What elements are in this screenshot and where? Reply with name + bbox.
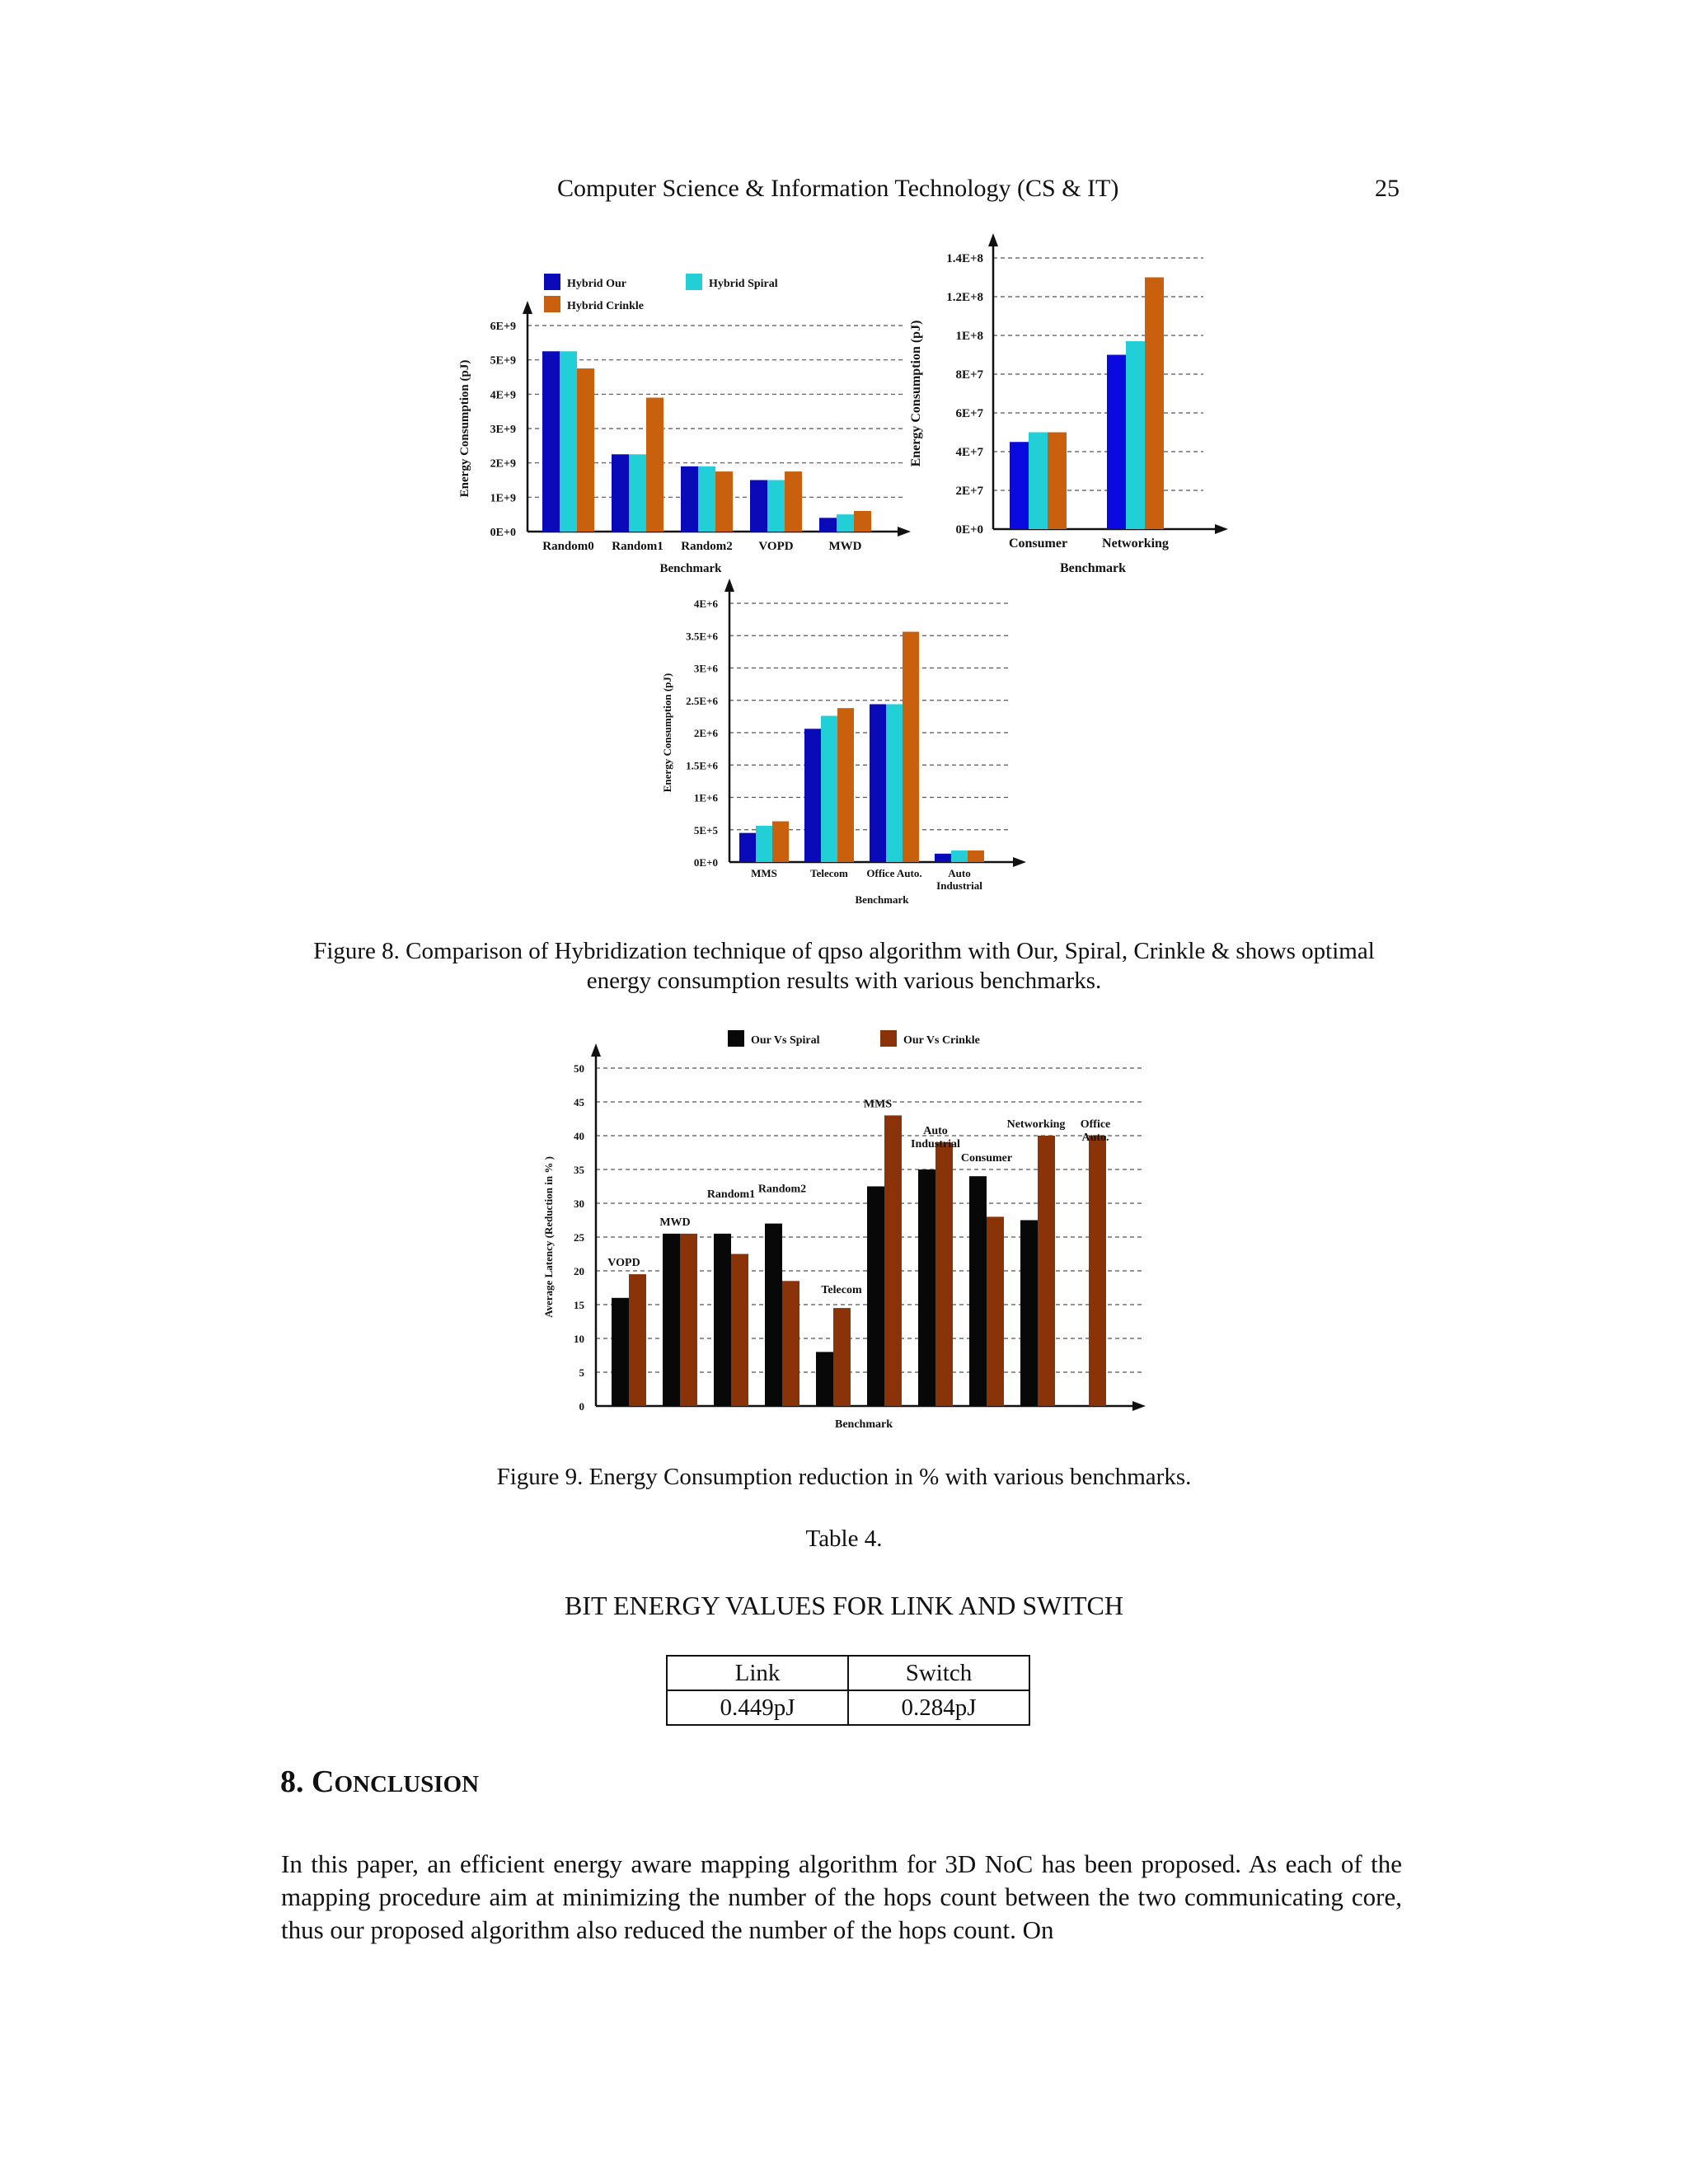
x-axis-label: Benchmark	[835, 1418, 893, 1431]
x-axis-arrow	[1013, 857, 1026, 867]
y-tick-label: 5	[579, 1366, 584, 1379]
page-number: 25	[1375, 175, 1400, 202]
y-tick-label: 6E+7	[955, 407, 983, 420]
bar	[1089, 1136, 1106, 1406]
x-axis-label: Benchmark	[855, 893, 909, 906]
bar	[714, 1234, 731, 1406]
category-label: Office	[1080, 1118, 1111, 1131]
chart-energy-consumer-networking	[890, 223, 1236, 585]
bar	[837, 514, 854, 532]
bar	[816, 1352, 833, 1406]
x-tick-label: Industrial	[936, 879, 982, 892]
bar	[739, 833, 756, 862]
bar	[935, 1142, 953, 1406]
bar	[629, 454, 646, 532]
bar	[987, 1216, 1004, 1406]
x-tick-label: MMS	[751, 867, 777, 879]
y-tick-label: 15	[574, 1299, 584, 1311]
bar	[886, 704, 903, 862]
y-tick-label: 40	[574, 1130, 584, 1142]
y-axis-label: Energy Consumption (pJ)	[458, 359, 471, 498]
legend-label: Hybrid Spiral	[709, 278, 778, 290]
table-cell: 0.284pJ	[848, 1690, 1029, 1725]
bar	[680, 1234, 697, 1406]
table-cell: 0.449pJ	[667, 1690, 848, 1725]
y-tick-label: 35	[574, 1164, 584, 1176]
bar	[698, 466, 715, 532]
bar	[1038, 1136, 1055, 1406]
legend-swatch	[728, 1030, 744, 1047]
legend-label: Our Vs Spiral	[751, 1034, 820, 1047]
bar	[870, 704, 886, 862]
bar	[612, 1298, 629, 1406]
category-label: Networking	[1006, 1118, 1066, 1131]
y-tick-label: 2E+7	[955, 485, 983, 498]
y-tick-label: 0	[579, 1400, 584, 1413]
bar	[542, 351, 560, 532]
x-tick-label: VOPD	[758, 540, 794, 553]
y-tick-label: 2E+6	[693, 727, 718, 739]
bar	[1029, 433, 1048, 530]
y-tick-label: 4E+7	[955, 446, 983, 459]
section-title-rest: ONCLUSION	[334, 1771, 480, 1797]
bar	[837, 708, 854, 862]
bar	[833, 1308, 851, 1406]
y-axis-arrow	[523, 301, 532, 314]
bar	[1020, 1221, 1038, 1407]
x-tick-label: MWD	[828, 540, 862, 553]
y-tick-label: 5E+9	[490, 354, 516, 368]
bar	[819, 518, 837, 532]
bar	[765, 1224, 782, 1406]
bar	[854, 511, 871, 532]
bar	[767, 480, 785, 532]
legend-label: Hybrid Crinkle	[567, 300, 644, 312]
bar	[1010, 442, 1029, 529]
y-axis-arrow	[591, 1043, 601, 1057]
category-label: MWD	[659, 1216, 691, 1229]
bar	[715, 471, 733, 532]
bar	[969, 1176, 987, 1406]
legend-swatch	[544, 296, 560, 312]
legend-swatch	[686, 274, 702, 290]
y-tick-label: 3.5E+6	[686, 630, 718, 643]
bar	[918, 1169, 935, 1406]
y-tick-label: 2.5E+6	[686, 694, 718, 707]
bar	[935, 854, 951, 862]
bar	[750, 480, 767, 532]
y-tick-label: 3E+9	[490, 424, 516, 436]
y-tick-label: 3E+6	[693, 662, 718, 675]
bar	[804, 729, 821, 862]
y-tick-label: 1E+8	[955, 330, 983, 343]
y-tick-label: 45	[574, 1096, 584, 1108]
category-label: Auto	[923, 1125, 948, 1138]
y-tick-label: 1.5E+6	[686, 759, 718, 772]
bar	[968, 851, 984, 862]
y-axis-arrow	[988, 233, 998, 246]
bar	[1048, 433, 1067, 530]
figure8-caption: Figure 8. Comparison of Hybridization technique of qpso algorithm with Our, Spiral, Crinkle & shows optimal energy consumption results with various benchmarks.	[313, 938, 1375, 994]
bar	[577, 368, 594, 532]
y-tick-label: 4E+9	[490, 389, 516, 402]
y-tick-label: 5E+5	[693, 823, 718, 837]
table-title: BIT ENERGY VALUES FOR LINK AND SWITCH	[565, 1591, 1123, 1620]
x-tick-label: Random2	[681, 540, 733, 553]
y-tick-label: 10	[574, 1333, 584, 1345]
category-label: VOPD	[607, 1257, 640, 1270]
y-axis-label: Energy Consumption (pJ)	[661, 673, 673, 793]
y-axis-label: Energy Consumption (pJ)	[909, 320, 923, 467]
chart-energy-random-benchmarks	[445, 255, 915, 585]
bar	[646, 398, 663, 532]
y-tick-label: 20	[574, 1265, 584, 1277]
y-tick-label: 30	[574, 1197, 584, 1210]
legend-swatch	[544, 274, 560, 290]
y-tick-label: 0E+0	[693, 856, 718, 869]
x-axis-label: Benchmark	[659, 562, 722, 575]
chart-latency-reduction	[536, 1022, 1154, 1434]
section-number: 8.	[280, 1765, 304, 1799]
x-tick-label: Consumer	[1008, 537, 1068, 551]
conclusion-paragraph: In this paper, an efficient energy aware mapping algorithm for 3D NoC has been proposed. As each of the mapping procedure aim at minimizing the number of the hops count between the two communicating core, thus our proposed algorithm also reduced the number of the hops count. On	[281, 1849, 1402, 1944]
legend-label: Hybrid Our	[567, 278, 626, 290]
bar	[884, 1115, 902, 1406]
y-tick-label: 1.2E+8	[946, 291, 983, 304]
bar	[612, 454, 629, 532]
bar	[1107, 355, 1126, 530]
x-tick-label: Auto	[948, 867, 971, 879]
y-tick-label: 4E+6	[693, 598, 718, 610]
category-label: Random2	[757, 1183, 807, 1196]
bar	[663, 1234, 680, 1406]
y-tick-label: 1.4E+8	[946, 252, 983, 265]
bar	[1126, 341, 1145, 529]
bar	[903, 632, 919, 862]
table-header-cell: Switch	[848, 1656, 1029, 1690]
bar	[629, 1274, 646, 1406]
bar	[951, 851, 968, 862]
x-tick-label: Random1	[612, 540, 663, 553]
y-tick-label: 8E+7	[955, 368, 983, 382]
table-header-cell: Link	[667, 1656, 848, 1690]
y-tick-label: 0E+0	[955, 523, 983, 537]
figure9-caption: Figure 9. Energy Consumption reduction in % with various benchmarks.	[496, 1464, 1192, 1490]
bar	[785, 471, 802, 532]
bar	[821, 716, 837, 862]
y-tick-label: 25	[574, 1231, 584, 1244]
table-row	[667, 1690, 1029, 1725]
y-tick-label: 2E+9	[490, 457, 516, 471]
bar	[867, 1187, 884, 1407]
y-tick-label: 1E+9	[490, 492, 516, 505]
category-label: Telecom	[821, 1284, 862, 1297]
y-tick-label: 1E+6	[693, 791, 718, 804]
bar	[560, 351, 577, 532]
category-label: Random1	[706, 1188, 756, 1201]
running-header: Computer Science & Information Technology (CS & IT)	[557, 175, 1119, 202]
table-label: Table 4.	[805, 1526, 883, 1552]
x-axis-arrow	[1132, 1401, 1146, 1411]
x-tick-label: Random0	[542, 540, 594, 553]
bar	[772, 822, 789, 862]
bar	[681, 466, 698, 532]
bar	[756, 826, 772, 862]
category-label: Auto.	[1081, 1132, 1109, 1144]
bar	[782, 1281, 799, 1406]
bar	[1145, 278, 1164, 530]
x-axis-label: Benchmark	[1060, 561, 1126, 575]
y-tick-label: 50	[574, 1062, 584, 1075]
bit-energy-table	[666, 1655, 1030, 1726]
y-tick-label: 6E+9	[490, 321, 516, 333]
category-label: Industrial	[911, 1138, 960, 1151]
x-tick-label: Networking	[1102, 537, 1169, 551]
section-heading	[280, 1764, 479, 1800]
y-axis-label: Average Latency (Reduction in % )	[542, 1156, 555, 1318]
table-header-row	[667, 1656, 1029, 1690]
category-label: MMS	[863, 1098, 893, 1111]
chart-energy-mms-telecom	[651, 573, 1039, 919]
x-tick-label: Telecom	[810, 867, 848, 879]
bar	[731, 1254, 748, 1407]
section-title-initial: C	[312, 1765, 335, 1799]
y-axis-arrow	[724, 579, 734, 592]
x-axis-arrow	[1215, 524, 1228, 534]
legend-label: Our Vs Crinkle	[903, 1034, 980, 1047]
y-tick-label: 0E+0	[490, 527, 516, 539]
category-label: Consumer	[960, 1152, 1013, 1165]
x-tick-label: Office Auto.	[866, 867, 922, 879]
legend-swatch	[880, 1030, 897, 1047]
